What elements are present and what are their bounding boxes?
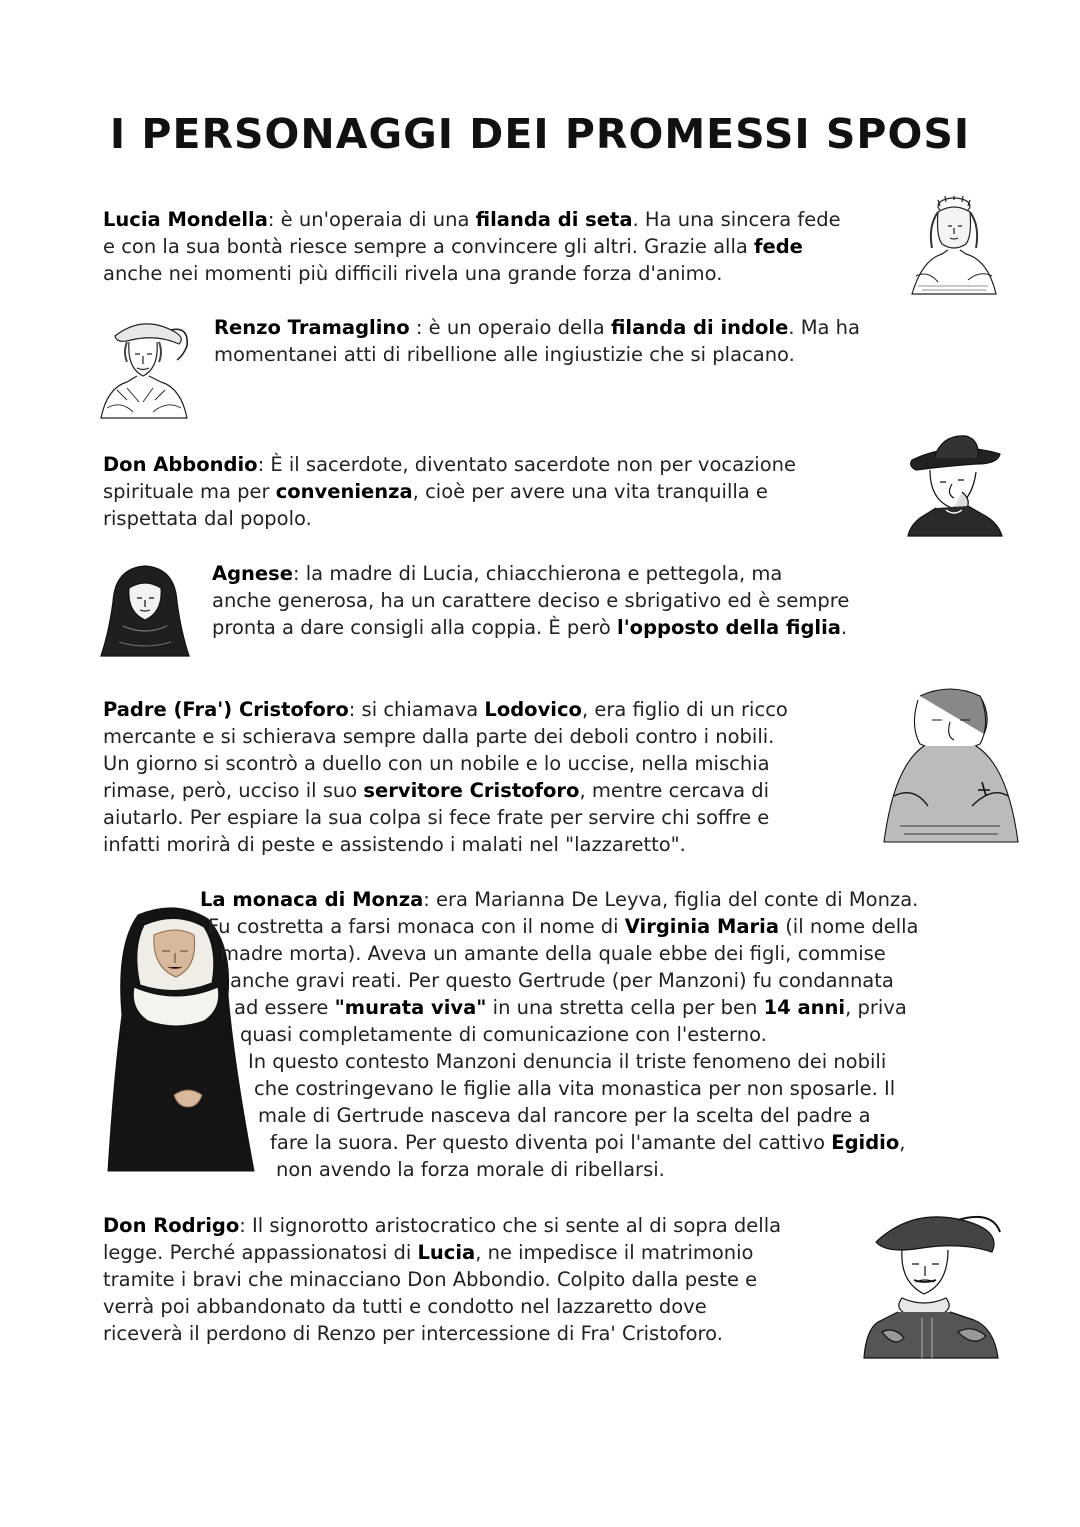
text-line: [103, 723, 788, 750]
body-text: , priva: [845, 996, 907, 1019]
text-line: [103, 451, 796, 478]
body-text: che costringevano le figlie alla vita monastica per non sposarle. Il: [254, 1077, 896, 1100]
body-text: rimase, però, ucciso il suo: [103, 779, 364, 802]
body-text: . Ha una sincera fede: [632, 208, 841, 231]
text-line: [212, 560, 849, 587]
text-line: [214, 341, 860, 368]
bold-text: filanda di seta: [475, 208, 633, 231]
text-line: [214, 314, 860, 341]
bold-text: servitore Cristoforo: [363, 779, 580, 802]
text-line: [103, 206, 841, 233]
bold-text: 14 anni: [763, 996, 846, 1019]
bold-text: Padre (Fra') Cristoforo: [103, 698, 349, 721]
body-text: : è un operaio della: [409, 316, 611, 339]
body-text: In questo contesto Manzoni denuncia il triste fenomeno dei nobili: [248, 1050, 887, 1073]
character-lucia: [103, 206, 841, 287]
body-text: infatti morirà di peste e assistendo i malati nel "lazzaretto".: [103, 833, 686, 856]
body-text: pronta a dare consigli alla coppia. È però: [212, 616, 618, 639]
bold-text: Lucia Mondella: [103, 208, 268, 231]
body-text: verrà poi abbandonato da tutti e condotto nel lazzaretto dove: [103, 1295, 707, 1318]
text-line: [103, 1320, 781, 1347]
body-text: Fu costretta a farsi monaca con il nome di: [208, 915, 625, 938]
bold-text: filanda di indole: [610, 316, 789, 339]
text-line: [103, 696, 788, 723]
body-text: male di Gertrude nasceva dal rancore per la scelta del padre a: [258, 1104, 871, 1127]
body-text: , mentre cercava di: [579, 779, 770, 802]
body-text: rispettata dal popolo.: [103, 507, 312, 530]
text-line: [103, 804, 788, 831]
character-agnese: [212, 560, 849, 641]
bold-text: "murata viva": [334, 996, 487, 1019]
body-text: .: [840, 616, 848, 639]
body-text: momentanei atti di ribellione alle ingiustizie che si placano.: [214, 343, 795, 366]
body-text: tramite i bravi che minacciano Don Abbondio. Colpito dalla peste e: [103, 1268, 758, 1291]
text-line: [103, 233, 841, 260]
cristoforo-portrait-icon: [880, 686, 1022, 846]
body-text: ,: [899, 1131, 906, 1154]
text-line: [200, 1075, 918, 1102]
body-text: : è un'operaia di una: [267, 208, 476, 231]
bold-text: l'opposto della figlia: [617, 616, 841, 639]
rodrigo-portrait-icon: [862, 1208, 1004, 1360]
bold-text: fede: [754, 235, 803, 258]
text-line: [200, 1102, 918, 1129]
text-line: [200, 913, 918, 940]
bold-text: Lodovico: [484, 698, 582, 721]
text-line: [200, 1129, 918, 1156]
text-line: [103, 1239, 781, 1266]
text-line: [200, 1048, 918, 1075]
bold-text: Renzo Tramaglino: [214, 316, 410, 339]
bold-text: La monaca di Monza: [200, 888, 424, 911]
body-text: : Il signorotto aristocratico che si sente al di sopra della: [239, 1214, 782, 1237]
body-text: aiutarlo. Per espiare la sua colpa si fece frate per servire chi soffre e: [103, 806, 770, 829]
body-text: , era figlio di un ricco: [581, 698, 788, 721]
body-text: anche nei momenti più difficili rivela una grande forza d'animo.: [103, 262, 723, 285]
body-text: e con la sua bontà riesce sempre a convincere gli altri. Grazie alla: [103, 235, 755, 258]
body-text: legge. Perché appassionatosi di: [103, 1241, 418, 1264]
bold-text: convenienza: [275, 480, 413, 503]
text-line: [103, 478, 796, 505]
body-text: : si chiamava: [348, 698, 485, 721]
text-line: [200, 1156, 918, 1183]
character-monaca: [200, 886, 918, 1183]
text-line: [103, 1212, 781, 1239]
bold-text: Virginia Maria: [624, 915, 779, 938]
bold-text: Lucia: [417, 1241, 476, 1264]
renzo-portrait-icon: [97, 316, 191, 420]
body-text: spirituale ma per: [103, 480, 276, 503]
page-title: I PERSONAGGI DEI PROMESSI SPOSI: [109, 110, 971, 158]
body-text: in una stretta cella per ben: [486, 996, 764, 1019]
character-renzo: [214, 314, 860, 368]
bold-text: Don Rodrigo: [103, 1214, 240, 1237]
bold-text: Agnese: [212, 562, 293, 585]
body-text: anche generosa, ha un carattere deciso e sbrigativo ed è sempre: [212, 589, 850, 612]
text-line: [103, 1266, 781, 1293]
abbondio-portrait-icon: [906, 430, 1004, 538]
text-line: [103, 260, 841, 287]
text-line: [200, 886, 918, 913]
agnese-portrait-icon: [99, 562, 191, 658]
body-text: mercante e si schierava sempre dalla parte dei deboli contro i nobili.: [103, 725, 775, 748]
character-cristoforo: [103, 696, 788, 858]
text-line: [200, 1021, 918, 1048]
character-rodrigo: [103, 1212, 781, 1347]
body-text: , cioè per avere una vita tranquilla e: [412, 480, 768, 503]
text-line: [212, 587, 849, 614]
body-text: : era Marianna De Leyva, figlia del conte di Monza.: [423, 888, 919, 911]
body-text: Un giorno si scontrò a duello con un nobile e lo uccise, nella mischia: [103, 752, 770, 775]
body-text: madre morta). Aveva un amante della quale ebbe dei figli, commise: [220, 942, 886, 965]
text-line: [103, 1293, 781, 1320]
text-line: [103, 777, 788, 804]
character-abbondio: [103, 451, 796, 532]
body-text: , ne impedisce il matrimonio: [475, 1241, 754, 1264]
text-line: [200, 994, 918, 1021]
lucia-portrait-icon: [908, 196, 1000, 296]
body-text: : la madre di Lucia, chiacchierona e pettegola, ma: [293, 562, 783, 585]
body-text: fare la suora. Per questo diventa poi l'amante del cattivo: [270, 1131, 832, 1154]
body-text: (il nome della: [779, 915, 919, 938]
body-text: quasi completamente di comunicazione con l'esterno.: [240, 1023, 767, 1046]
text-line: [212, 614, 849, 641]
text-line: [103, 831, 788, 858]
body-text: anche gravi reati. Per questo Gertrude (per Manzoni) fu condannata: [230, 969, 894, 992]
text-line: [103, 505, 796, 532]
body-text: ad essere: [234, 996, 335, 1019]
bold-text: Don Abbondio: [103, 453, 258, 476]
text-line: [200, 940, 918, 967]
body-text: : È il sacerdote, diventato sacerdote non per vocazione: [257, 453, 796, 476]
body-text: non avendo la forza morale di ribellarsi.: [276, 1158, 665, 1181]
body-text: . Ma ha: [788, 316, 860, 339]
text-line: [200, 967, 918, 994]
text-line: [103, 750, 788, 777]
body-text: riceverà il perdono di Renzo per intercessione di Fra' Cristoforo.: [103, 1322, 723, 1345]
bold-text: Egidio: [831, 1131, 900, 1154]
